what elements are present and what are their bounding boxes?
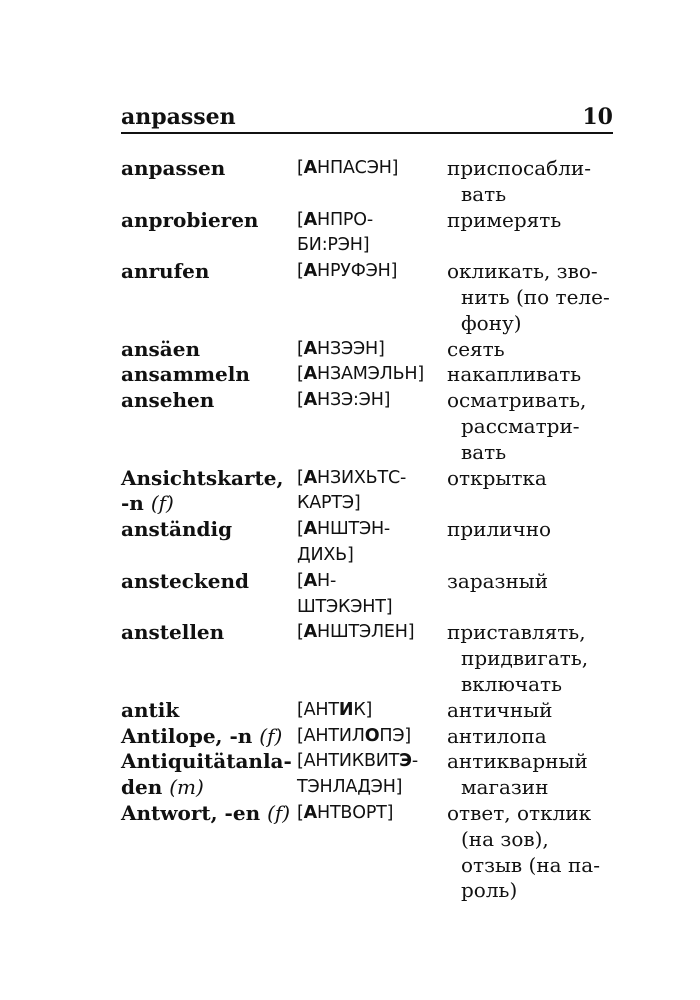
page-number: 10 — [582, 104, 613, 130]
transliteration: [АН- ШТЭКЭНТ] — [297, 570, 393, 617]
translation: приставлять, придвигать, включать — [447, 620, 589, 696]
stressed-letter: А — [303, 338, 317, 359]
translation: накапливать — [447, 362, 582, 387]
stressed-letter: А — [303, 467, 317, 488]
dictionary-entry — [121, 724, 613, 750]
stressed-letter: А — [303, 261, 317, 282]
headword: anprobieren — [121, 207, 259, 232]
transliteration: [АНРУФЭН] — [297, 261, 398, 282]
transliteration: [АНТИКВИТЭ- ТЭНЛАДЭН] — [297, 751, 418, 798]
stressed-letter: А — [303, 364, 317, 385]
transliteration: [АНЗАМЭЛЬН] — [297, 364, 425, 385]
headword — [121, 466, 297, 518]
headword-line: den (m) — [121, 775, 204, 800]
dictionary-entry — [121, 337, 613, 363]
guide-word: anpassen — [121, 104, 236, 130]
dictionary-entry — [121, 517, 613, 569]
headword — [121, 749, 297, 801]
dictionary-entry — [121, 156, 613, 208]
headword: Antwort, -en (f) — [121, 800, 291, 825]
translation: античный — [447, 697, 553, 722]
translation: осматривать, рассматри- вать — [447, 388, 587, 464]
translation: антикварный магазин — [447, 749, 588, 800]
headword-line: -n (f) — [121, 491, 174, 516]
stressed-letter: А — [303, 158, 317, 178]
stressed-letter: А — [303, 390, 317, 411]
stressed-letter: А — [303, 209, 317, 230]
dictionary-entry — [121, 259, 613, 336]
headword: ansäen — [121, 336, 200, 361]
transliteration: [АНШТЭЛЕН] — [297, 622, 415, 643]
grammatical-gender: (f) — [267, 800, 291, 825]
dictionary-entries — [121, 156, 613, 904]
running-header — [121, 104, 613, 134]
translation: сеять — [447, 336, 505, 361]
headword: ansammeln — [121, 362, 250, 387]
dictionary-entry — [121, 388, 613, 465]
transliteration: [АНЗЭЭН] — [297, 338, 385, 359]
translation: антилопа — [447, 723, 547, 748]
dictionary-entry — [121, 749, 613, 801]
translation: окликать, зво- нить (по теле- фону) — [447, 259, 610, 335]
headword: antik — [121, 697, 180, 722]
translation: заразный — [447, 568, 549, 593]
stressed-letter: Э — [399, 751, 412, 772]
grammatical-gender: (m) — [169, 775, 204, 800]
headword: anrufen — [121, 259, 210, 284]
transliteration: [АНЗЭ:ЭН] — [297, 390, 391, 411]
dictionary-entry — [121, 801, 613, 904]
stressed-letter: А — [303, 802, 317, 823]
transliteration: [АНШТЭН- ДИХЬ] — [297, 519, 391, 565]
dictionary-entry — [121, 466, 613, 518]
transliteration: [АНПАСЭН] — [297, 158, 399, 178]
dictionary-entry — [121, 362, 613, 388]
headword: ansehen — [121, 388, 215, 413]
translation: открытка — [447, 465, 547, 490]
dictionary-entry — [121, 620, 613, 697]
stressed-letter: А — [303, 519, 317, 540]
translation: приспосабли- вать — [447, 156, 591, 206]
stressed-letter: О — [364, 725, 380, 746]
stressed-letter: А — [303, 622, 317, 643]
transliteration: [АНТВОРТ] — [297, 802, 394, 823]
headword: ansteckend — [121, 568, 250, 593]
transliteration: [АНПРО- БИ:РЭН] — [297, 209, 373, 256]
translation: прилично — [447, 517, 552, 542]
transliteration: [АНЗИХЬТС- КАРТЭ] — [297, 467, 407, 514]
headword-line: Ansichtskarte, — [121, 465, 284, 490]
dictionary-entry — [121, 698, 613, 724]
headword: anstellen — [121, 620, 225, 645]
dictionary-entry — [121, 208, 613, 260]
dictionary-entry — [121, 569, 613, 621]
stressed-letter: А — [303, 570, 317, 591]
headword: Antilope, -n (f) — [121, 723, 283, 748]
transliteration: [АНТИЛОПЭ] — [297, 725, 411, 746]
grammatical-gender: (f) — [259, 723, 283, 748]
transliteration: [АНТИК] — [297, 699, 373, 720]
headword-line: Antiquitätanla- — [121, 749, 292, 774]
grammatical-gender: (f) — [150, 491, 174, 516]
translation: ответ, отклик (на зов), отзыв (на па- роль) — [447, 800, 600, 903]
headword: anständig — [121, 517, 233, 542]
headword: anpassen — [121, 156, 226, 180]
translation: примерять — [447, 207, 562, 232]
stressed-letter: И — [338, 699, 354, 720]
